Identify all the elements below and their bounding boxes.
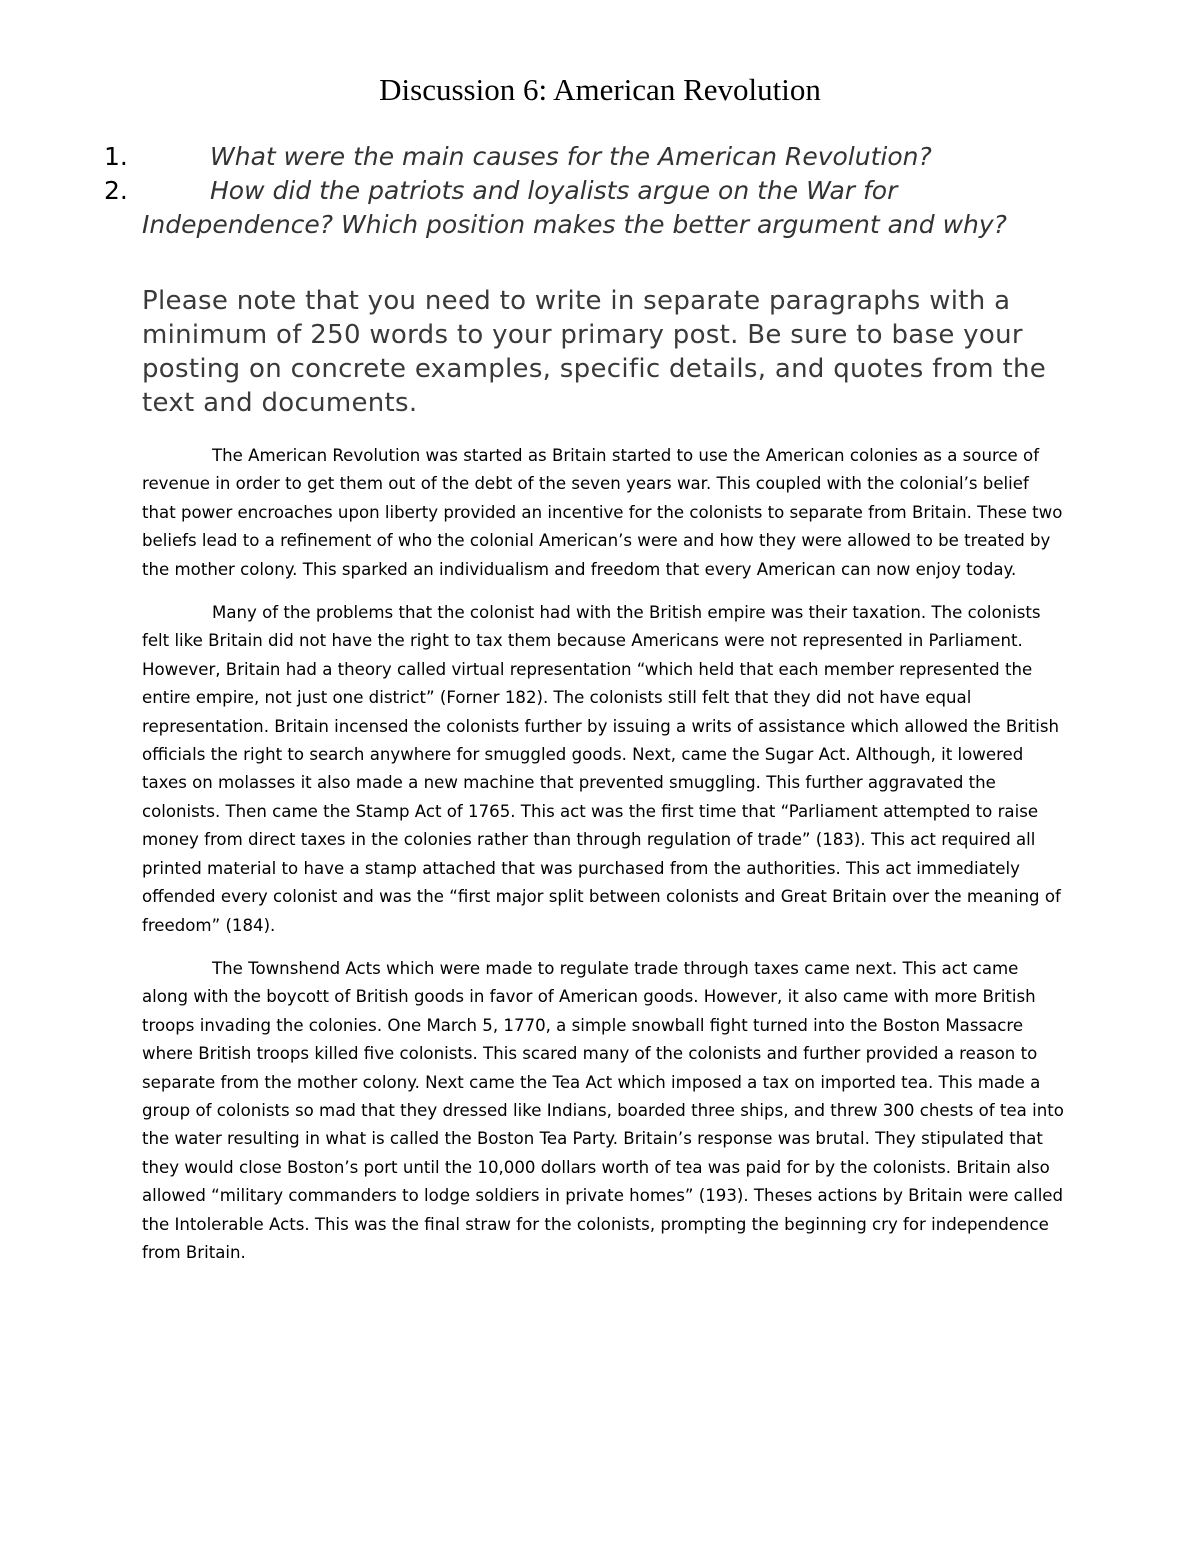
question-item [104,140,1064,174]
essay-paragraph: Many of the problems that the colonist had with the British empire was their taxation. The colonists felt like Britain did not have the right to tax them because Americans were not represented in Parliament. However, Britain had a theory called virtual representation “which held that each member represented the entire empire, not just one district” (Forner 182). The colonists still felt that they did not have equal representation. Britain incensed the colonists further by issuing a writs of assistance which allowed the British officials the right to search anywhere for smuggled goods. Next, came the Sugar Act. Although, it lowered taxes on molasses it also made a new machine that prevented smuggling. This further aggravated the colonists. Then came the Stamp Act of 1765. This act was the first time that “Parliament attempted to raise money from direct taxes in the colonies rather than through regulation of trade” (183). This act required all printed material to have a stamp attached that was purchased from the authorities. This act immediately offended every colonist and was the “first major split between colonists and Great Britain over the meaning of freedom” (184). [142,603,1061,935]
essay-paragraph: The Townshend Acts which were made to regulate trade through taxes came next. This act came along with the boycott of British goods in favor of American goods. However, it also came with more British troops invading the colonies. One March 5, 1770, a simple snowball fight turned into the Boston Massacre where British troops killed five colonists. This scared many of the colonists and further provided a reason to separate from the mother colony. Next came the Tea Act which imposed a tax on imported tea. This made a group of colonists so mad that they dressed like Indians, boarded three ships, and threw 300 chests of tea into the water resulting in what is called the Boston Tea Party. Britain’s response was brutal. They stipulated that they would close Boston’s port until the 10,000 dollars worth of tea was paid for by the colonists. Britain also allowed “military commanders to lodge soldiers in private homes” (193). Theses actions by Britain were called the Intolerable Acts. This was the final straw for the colonists, prompting the beginning cry for independence from Britain. [142,958,1064,1262]
document-title: Discussion 6: American Revolution [379,72,821,107]
essay-body [142,442,1067,1282]
question-list [104,140,1064,242]
essay-paragraph: The American Revolution was started as Britain started to use the American colonies as a source of revenue in order to get them out of the debt of the seven years war. This coupled with the colonial’s belief that power encroaches upon liberty provided an incentive for the colonists to separate from Britain. These two beliefs lead to a refinement of who the colonial American’s were and how they were allowed to be treated by the mother colony. This sparked an individualism and freedom that every American can now enjoy today. [142,446,1063,579]
question-text: How did the patriots and loyalists argue on the War for [210,176,898,205]
question-number: 1. [104,142,128,171]
question-number: 2. [104,176,128,205]
question-text: What were the main causes for the American Revolution? [210,142,932,171]
question-item [104,174,1064,242]
question-text-continuation: Independence? Which position makes the better argument and why? [142,210,1007,239]
assignment-note: Please note that you need to write in separate paragraphs with a minimum of 250 words to your primary post. Be sure to base your posting on concrete examples, specific details, and quotes from the text and documents. [142,286,1047,418]
